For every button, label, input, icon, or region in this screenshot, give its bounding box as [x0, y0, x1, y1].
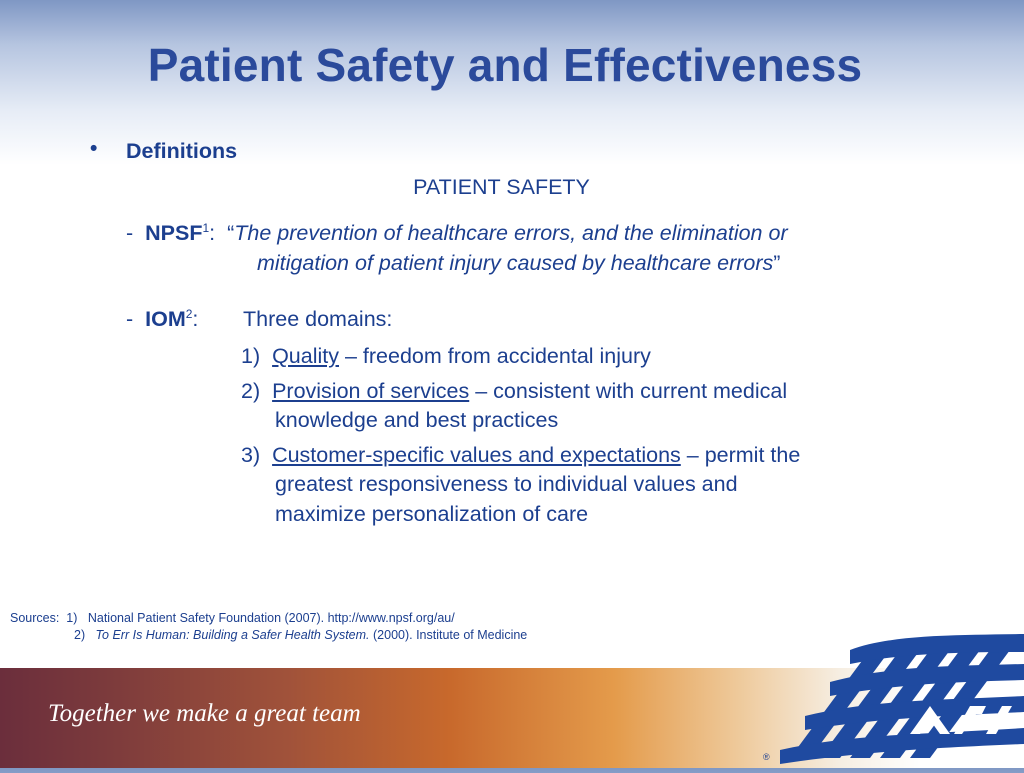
source-item-2 — [10, 627, 527, 644]
npsf-close-quote: ” — [773, 251, 781, 275]
iom-footnote: 2 — [185, 306, 193, 321]
domain-item-1 — [241, 341, 651, 371]
domain-item-3-cont2: maximize personalization of care — [275, 502, 589, 526]
npsf-colon: : — [209, 221, 216, 245]
domain-item-3-cont1: greatest responsiveness to individual values and — [275, 472, 738, 496]
iom-dash: - — [126, 307, 134, 331]
domain-number: 1) — [241, 344, 261, 368]
npsf-quote-line2: mitigation of patient injury caused by healthcare errors — [257, 251, 774, 275]
domain-term: Customer-specific values and expectations — [272, 443, 681, 467]
domain-number: 3) — [241, 443, 261, 467]
registered-mark: ® — [763, 752, 770, 762]
domain-item-2 — [241, 376, 787, 406]
source-italic-title: To Err Is Human: Building a Safer Health System. — [95, 628, 370, 642]
source-item-1 — [10, 610, 527, 627]
domain-term: Quality — [272, 344, 339, 368]
domain-term: Provision of services — [272, 379, 470, 403]
domain-desc: – permit the — [686, 443, 801, 467]
domain-item-3 — [241, 440, 800, 470]
domain-item-2-cont: knowledge and best practices — [275, 408, 559, 432]
npsf-definition-line2 — [257, 248, 780, 278]
subheading-patient-safety: PATIENT SAFETY — [413, 175, 590, 199]
sources — [10, 610, 527, 644]
npsf-quote-line1: The prevention of healthcare errors, and the elimination or — [234, 221, 788, 245]
iom-colon: : — [192, 307, 199, 331]
source-number: 1) — [66, 611, 78, 625]
sources-label: Sources: — [10, 611, 60, 625]
domain-desc: – consistent with current medical — [475, 379, 788, 403]
footer-tagline: Together we make a great team — [48, 700, 361, 727]
bullet-icon: • — [90, 137, 98, 160]
source-text[interactable]: National Patient Safety Foundation (2007). http://www.npsf.org/au/ — [87, 611, 455, 625]
source-text: (2000). Institute of Medicine — [373, 628, 528, 642]
npsf-definition-line1 — [126, 218, 788, 248]
slide-title: Patient Safety and Effectiveness — [147, 39, 863, 91]
iom-label: IOM — [145, 307, 186, 331]
domain-desc: – freedom from accidental injury — [344, 344, 651, 368]
source-number: 2) — [74, 628, 86, 642]
bullet-definitions: Definitions — [126, 139, 238, 163]
npsf-open-quote: “ — [227, 221, 235, 245]
ashp-logo-icon — [750, 630, 1024, 773]
iom-intro: Three domains: — [243, 307, 393, 331]
npsf-dash: - — [126, 221, 134, 245]
npsf-footnote: 1 — [202, 220, 210, 235]
iom-label-line — [126, 304, 198, 334]
domain-number: 2) — [241, 379, 261, 403]
npsf-label: NPSF — [145, 221, 203, 245]
